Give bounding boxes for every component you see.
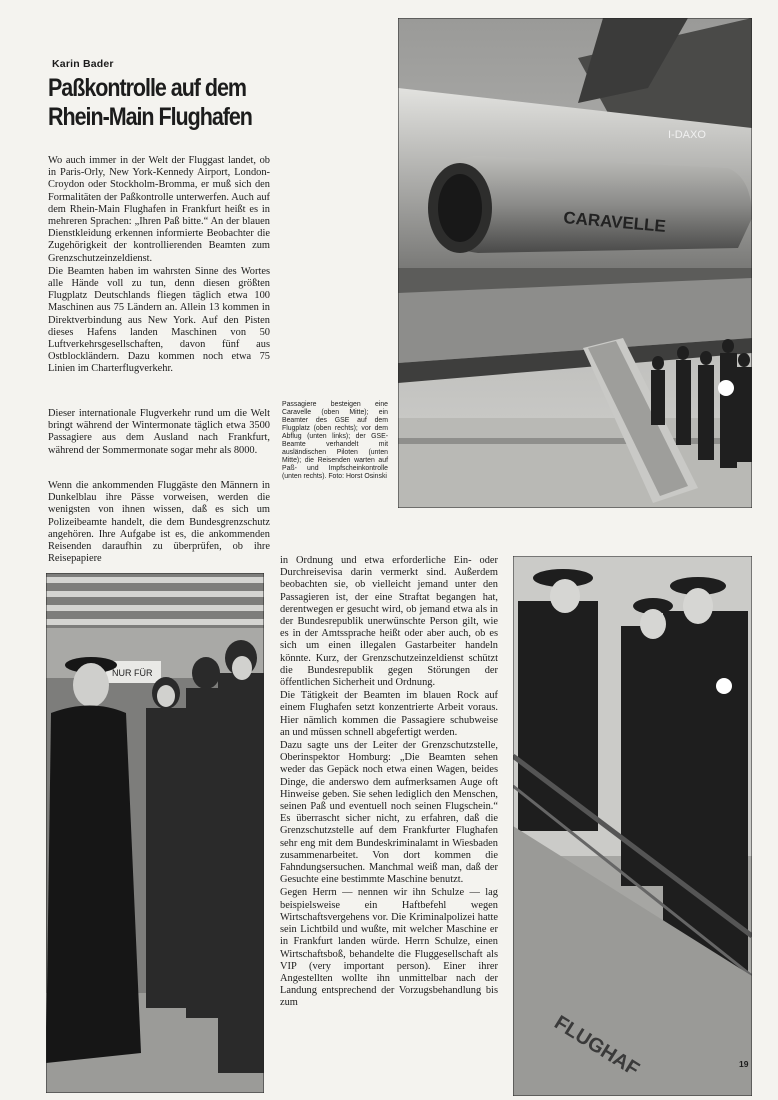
paragraph: Dieser internationale Flugverkehr rund um die Welt bringt während der Wintermonate täglich etwa 3500 Passagiere aus dem Ausland nach Frankfurt, während der Sommermonate sogar mehr als 8000. (48, 408, 270, 456)
paragraph: in Ordnung und etwa erforderliche Ein- oder Durchreisevisa darin vermerkt sind. Außerdem beobachten sie, ob vielleicht jemand unter den Passagieren ist, der eine Straftat begangen hat, derentwegen er gesucht wird, ob jemand etwa als in der Bundesrepublik unerwünschte Person gilt, wie es in der Amtssprache heißt oder aber auch, ob es sich um einen illegalen Gastarbeiter handeln könnte. Kurz, der Grenzschutzeinzeldienst schützt die Bundesrepublik gegen Störungen der öffentlichen Sicherheit und Ordnung. (280, 555, 498, 689)
photo-caravelle-boarding (398, 18, 752, 508)
author-name: Karin Bader (52, 58, 114, 70)
photo-passport-queue (46, 573, 264, 1093)
paragraph: Wo auch immer in der Welt der Fluggast landet, ob in Paris-Orly, New York-Kennedy Airport, London-Croydon oder Stockholm-Bromma, er muß sich den Formalitäten der Paßkontrolle unterwerfen. Auch auf dem Rhein-Main Flughafen in Frankfurt heißt es in mehreren Sprachen: „Ihren Paß bitte.“ An der blauen Dienstkleidung erkennen informierte Beobachter die Zugehörigkeit der kontrollierenden Beamten zum Grenzschutzeinzeldienst. (48, 155, 270, 264)
article-title: Paßkontrolle auf dem Rhein-Main Flughafen (48, 74, 252, 131)
punch-hole (718, 380, 734, 396)
paragraph: Dazu sagte uns der Leiter der Grenzschutzstelle, Oberinspektor Homburg: „Die Beamten sehen weder das Gepäck noch etwa einen Wagen, beides Dinge, die anderswo dem aufmerksamen Auge oft Hinweise geben. Sie sehen lediglich den Menschen, seinen Paß und eventuell noch seinen Flugschein.“ Es überrascht sicher nicht, zu erfahren, daß die Grenzschutzstelle auf dem Frankfurter Flughafen sehr eng mit dem Bundeskriminalamt in Wiesbaden zusammenarbeitet. Von dort kommen die Fahndungsersuchen. Manchmal weiß man, daß der Gesuchte eine bestimmte Maschine benutzt. (280, 740, 498, 886)
text-column-left-bottom (48, 480, 270, 566)
flughafen-lettering: FLUGHAF (550, 1011, 644, 1081)
page-number: 19 (739, 1059, 749, 1069)
nur-fuer-sign: NUR FÜR (112, 668, 153, 678)
photo-caption: Passagiere besteigen eine Caravelle (oben Mitte); ein Beamter des GSE auf dem Flugplatz (oben rechts); vor dem Abflug (unten links); der GSE-Beamte verhandelt mit ausländischen Piloten (unten Mitte); die Reisenden warten auf Paß- und Impfscheinkontrolle (unten rechts). Foto: Horst Osinski (282, 401, 388, 480)
caravelle-illustration (398, 18, 752, 508)
paragraph: Die Beamten haben im wahrsten Sinne des Wortes alle Hände voll zu tun, denn diesen größten Flugplatz Deutschlands fliegen täglich etwa 100 Maschinen aus 75 Ländern an. Allein 13 kommen in Direktverbindung aus New York. Auf den Pisten dieses Hafens landen Maschinen von 50 Luftverkehrsgesellschaften, davon fünf aus Ostblockländern. Dazu kommen noch etwa 75 Linien im Charterflugverkehr. (48, 265, 270, 375)
text-column-left-mid (48, 408, 270, 458)
punch-hole (716, 678, 732, 694)
queue-illustration (46, 573, 264, 1093)
tail-registration: I-DAXO (668, 129, 706, 141)
paragraph: Die Tätigkeit der Beamten im blauen Rock auf einem Flughafen setzt konzentrierte Arbeit voraus. Hier nämlich kommen die Passagiere schubweise an und müssen schnell abgefertigt werden. (280, 690, 498, 738)
paragraph: Gegen Herrn — nennen wir ihn Schulze — lag beispielsweise ein Haftbefehl wegen Wirtschaftsvergehens vor. Die Kriminalpolizei hatte sein Lichtbild und wußte, mit welcher Maschine er in Frankfurt landen würde. Herrn Schulze, einen Wirtschaftsboß, behandelte die Fluggesellschaft als VIP (very important person). Einer ihrer Angestellten wollte ihn unmittelbar nach der Landung entsprechend der Vorzugsbehandlung bis zum (280, 887, 498, 1009)
text-column-left-top (48, 155, 270, 377)
text-column-middle (280, 555, 498, 1011)
officers-illustration (513, 556, 752, 1096)
photo-officers-pilots (513, 556, 752, 1096)
paragraph: Wenn die ankommenden Fluggäste den Männern in Dunkelblau ihre Pässe vorweisen, werden die wenigsten von ihnen wissen, daß es sich um Polizeibeamte handelt, die dem Bundesgrenzschutz angehören. Ihre Aufgabe ist es, die ankommenden Reisenden daraufhin zu überprüfen, ob ihre Reisepapiere (48, 480, 270, 565)
caravelle-lettering: CARAVELLE (562, 208, 667, 236)
